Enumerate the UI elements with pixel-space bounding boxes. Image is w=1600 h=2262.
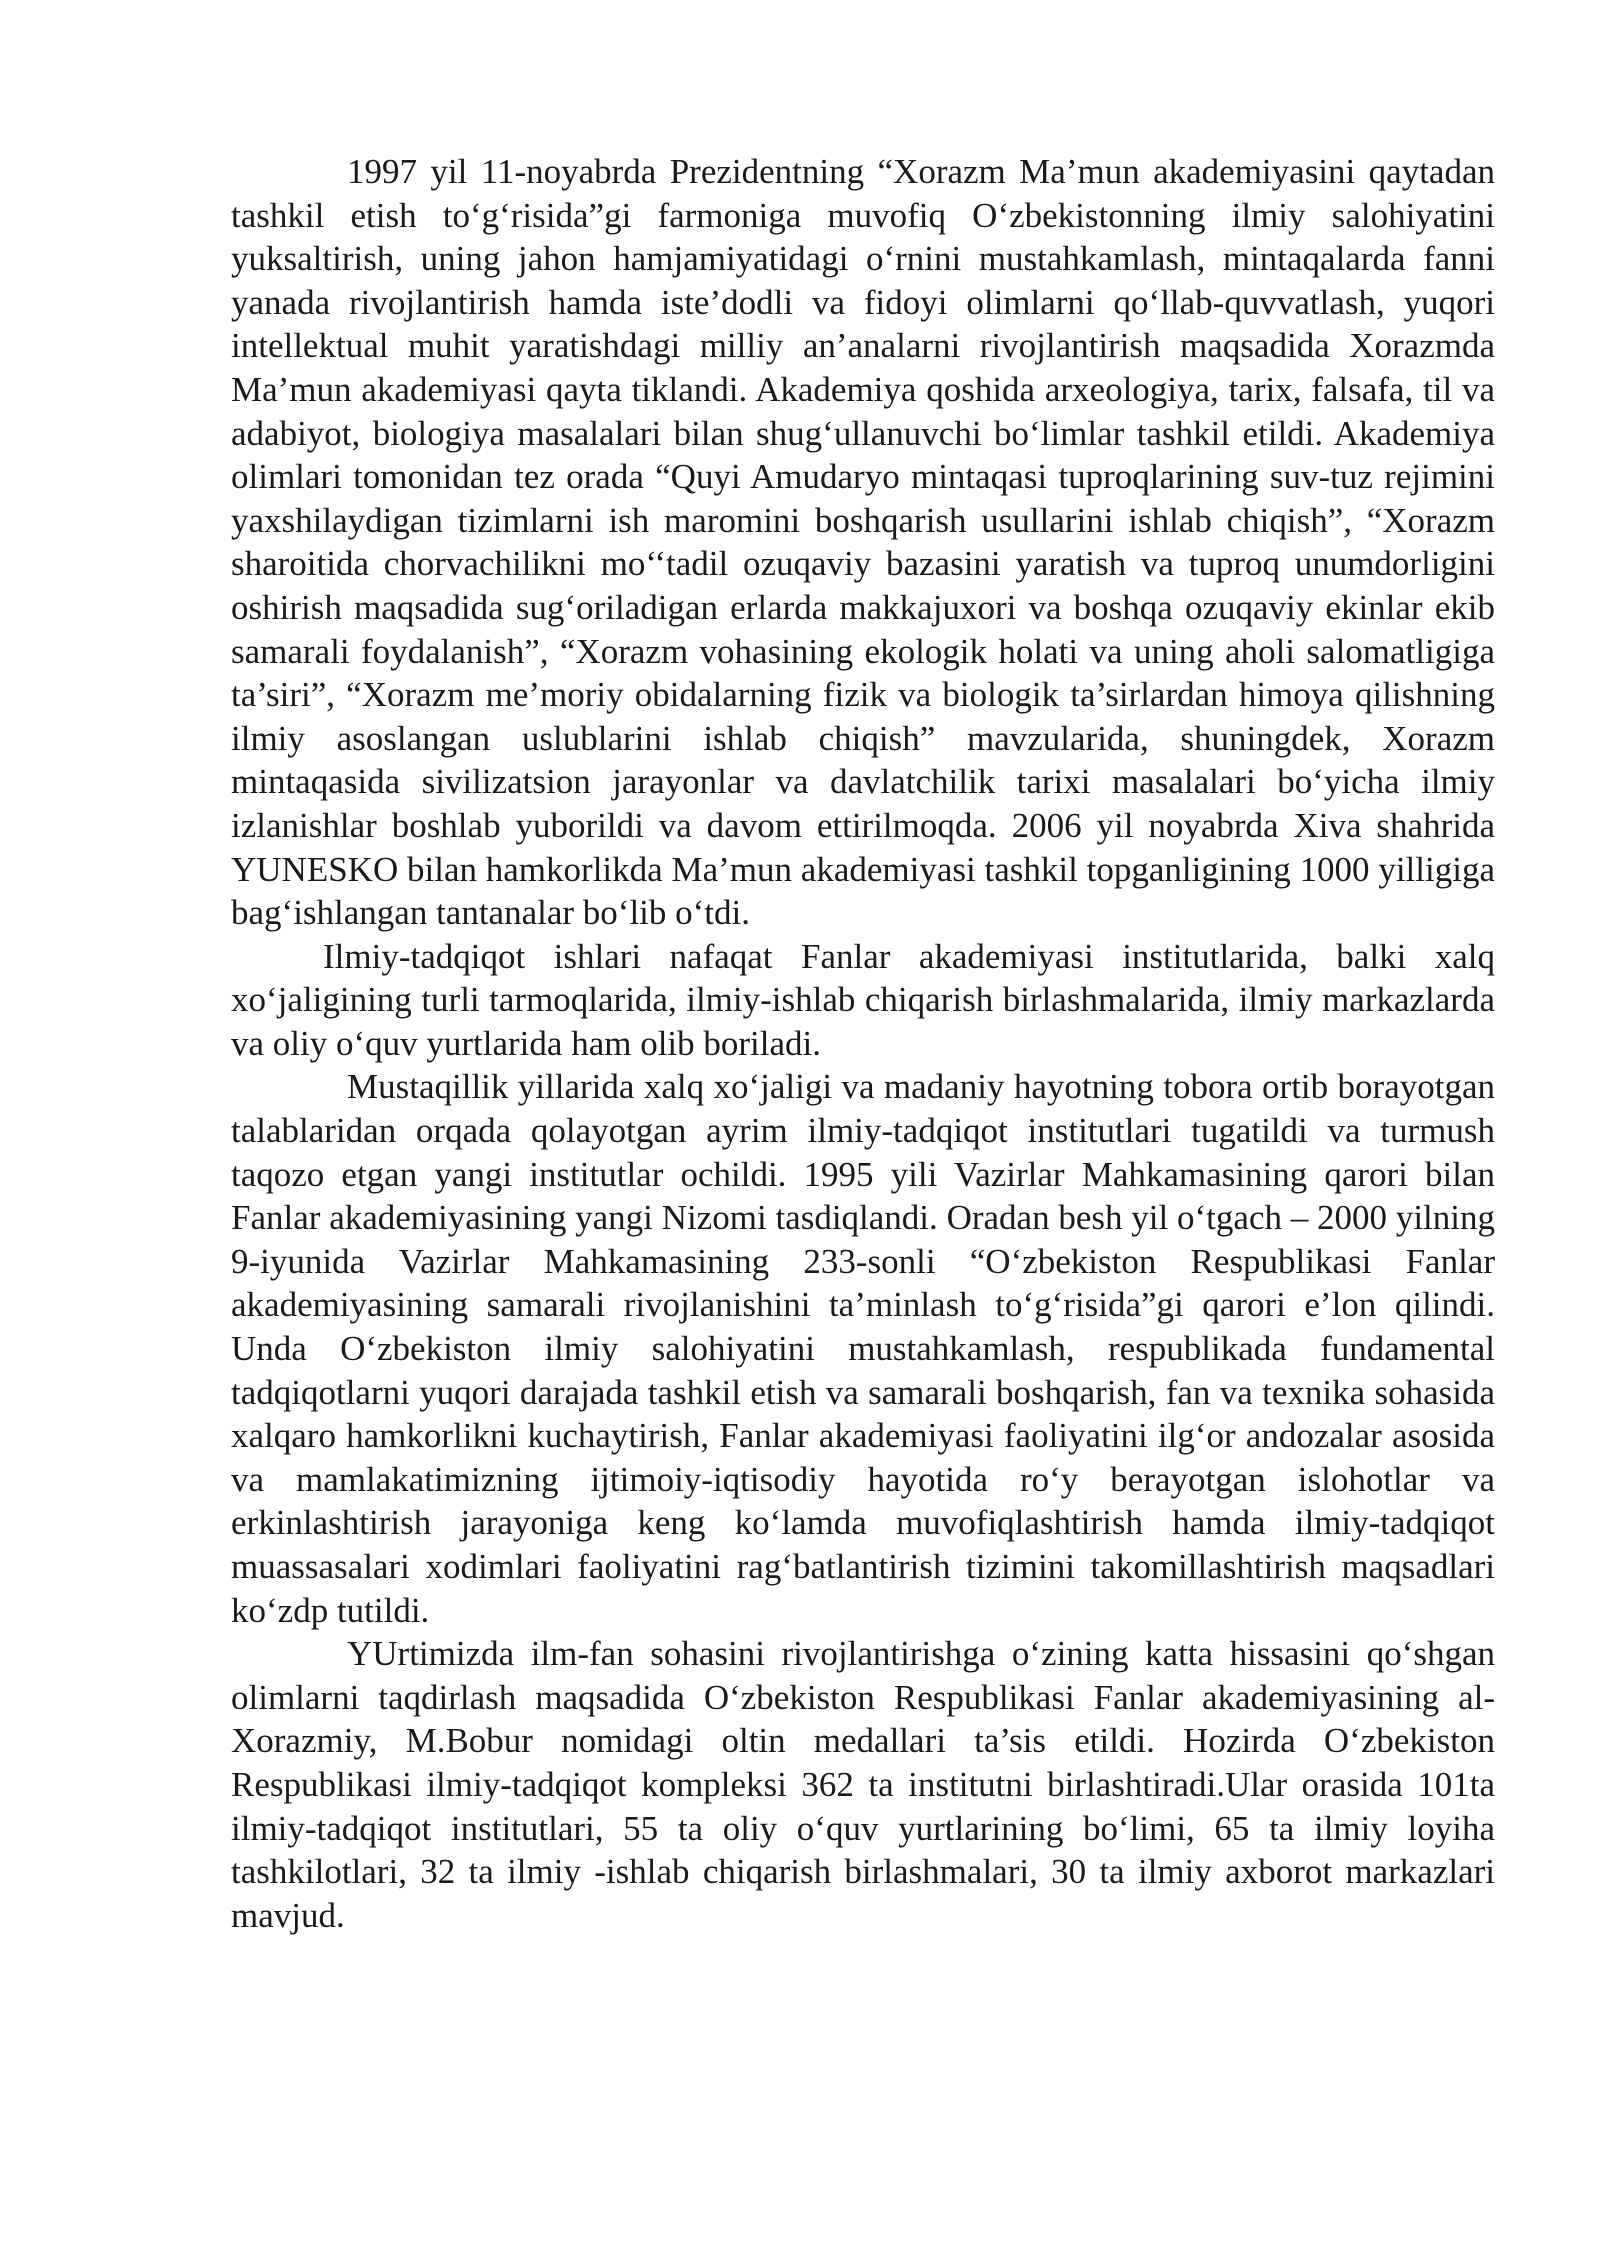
paragraph-independence-years: Mustaqillik yillarida xalq xo‘jaligi va madaniy hayotning tobora ortib borayotgan talablaridan orqada qolayotgan ayrim ilmiy-tadqiqot institutlari tugatildi va turmush taqozo etgan yangi institutlar ochildi. 1995 yili Vazirlar Mahkamasining qarori bilan Fanlar akademiyasining yangi Nizomi tasdiqlandi. Oradan besh yil o‘tgach – 2000 yilning 9-iyunida Vazirlar Mahkamasining 233-sonli “O‘zbekiston Respublikasi Fanlar akademiyasining samarali rivojlanishini ta’minlash to‘g‘risida”gi qarori e’lon qilindi. Unda O‘zbekiston ilmiy salohiyatini mustahkamlash, respublikada fundamental tadqiqotlarni yuqori darajada tashkil etish va samarali boshqarish, fan va texnika sohasida xalqaro hamkorlikni kuchaytirish, Fanlar akademiyasi faoliyatini ilg‘or andozalar asosida va mamlakatimizning ijtimoiy-iqtisodiy hayotida ro‘y berayotgan islohotlar va erkinlashtirish jarayoniga keng ko‘lamda muvofiqlashtirish hamda ilmiy-tadqiqot muassasalari xodimlari faoliyatini rag‘batlantirish tizimini takomillashtirish maqsadlari ko‘zdp tutildi. bbox=[231, 1067, 1495, 1630]
document-page bbox=[231, 150, 1495, 1937]
paragraph-research-institutions: Ilmiy-tadqiqot ishlari nafaqat Fanlar akademiyasi institutlarida, balki xalq xo‘jaligining turli tarmoqlarida, ilmiy-ishlab chiqarish birlashmalarida, ilmiy markazlarda va oliy o‘quv yurtlarida ham olib boriladi. bbox=[231, 936, 1495, 1063]
paragraph-medals-and-complex: YUrtimizda ilm-fan sohasini rivojlantirishga o‘zining katta hissasini qo‘shgan olimlarni taqdirlash maqsadida O‘zbekiston Respublikasi Fanlar akademiyasining al-Xorazmiy, M.Bobur nomidagi oltin medallari ta’sis etildi. Hozirda O‘zbekiston Respublikasi ilmiy-tadqiqot kompleksi 362 ta institutni birlashtiradi.Ular orasida 101ta ilmiy-tadqiqot institutlari, 55 ta oliy o‘quv yurtlarining bo‘limi, 65 ta ilmiy loyiha tashkilotlari, 32 ta ilmiy -ishlab chiqarish birlashmalari, 30 ta ilmiy axborot markazlari mavjud. bbox=[231, 1634, 1495, 1935]
paragraph-xorazm-mamun-academy: 1997 yil 11-noyabrda Prezidentning “Xorazm Ma’mun akademiyasini qaytadan tashkil etish to‘g‘risida”gi farmoniga muvofiq O‘zbekistonning ilmiy salohiyatini yuksaltirish, uning jahon hamjamiyatidagi o‘rnini mustahkamlash, mintaqalarda fanni yanada rivojlantirish hamda iste’dodli va fidoyi olimlarni qo‘llab-quvvatlash, yuqori intellektual muhit yaratishdagi milliy an’analarni rivojlantirish maqsadida Xorazmda Ma’mun akademiyasi qayta tiklandi. Akademiya qoshida arxeologiya, tarix, falsafa, til va adabiyot, biologiya masalalari bilan shug‘ullanuvchi bo‘limlar tashkil etildi. Akademiya olimlari tomonidan tez orada “Quyi Amudaryo mintaqasi tuproqlarining suv-tuz rejimini yaxshilaydigan tizimlarni ish maromini boshqarish usullarini ishlab chiqish”, “Xorazm sharoitida chorvachilikni mo‘‘tadil ozuqaviy bazasini yaratish va tuproq unumdorligini oshirish maqsadida sug‘oriladigan erlarda makkajuxori va boshqa ozuqaviy ekinlar ekib samarali foydalanish”, “Xorazm vohasining ekologik holati va uning aholi salomatligiga ta’siri”, “Xorazm me’moriy obidalarning fizik va biologik ta’sirlardan himoya qilishning ilmiy asoslangan uslublarini ishlab chiqish” mavzularida, shuningdek, Xorazm mintaqasida sivilizatsion jarayonlar va davlatchilik tarixi masalalari bo‘yicha ilmiy izlanishlar boshlab yuborildi va davom ettirilmoqda. 2006 yil noyabrda Xiva shahrida YUNESKO bilan hamkorlikda Ma’mun akademiyasi tashkil topganligining 1000 yilligiga bag‘ishlangan tantanalar bo‘lib o‘tdi. bbox=[231, 152, 1495, 933]
